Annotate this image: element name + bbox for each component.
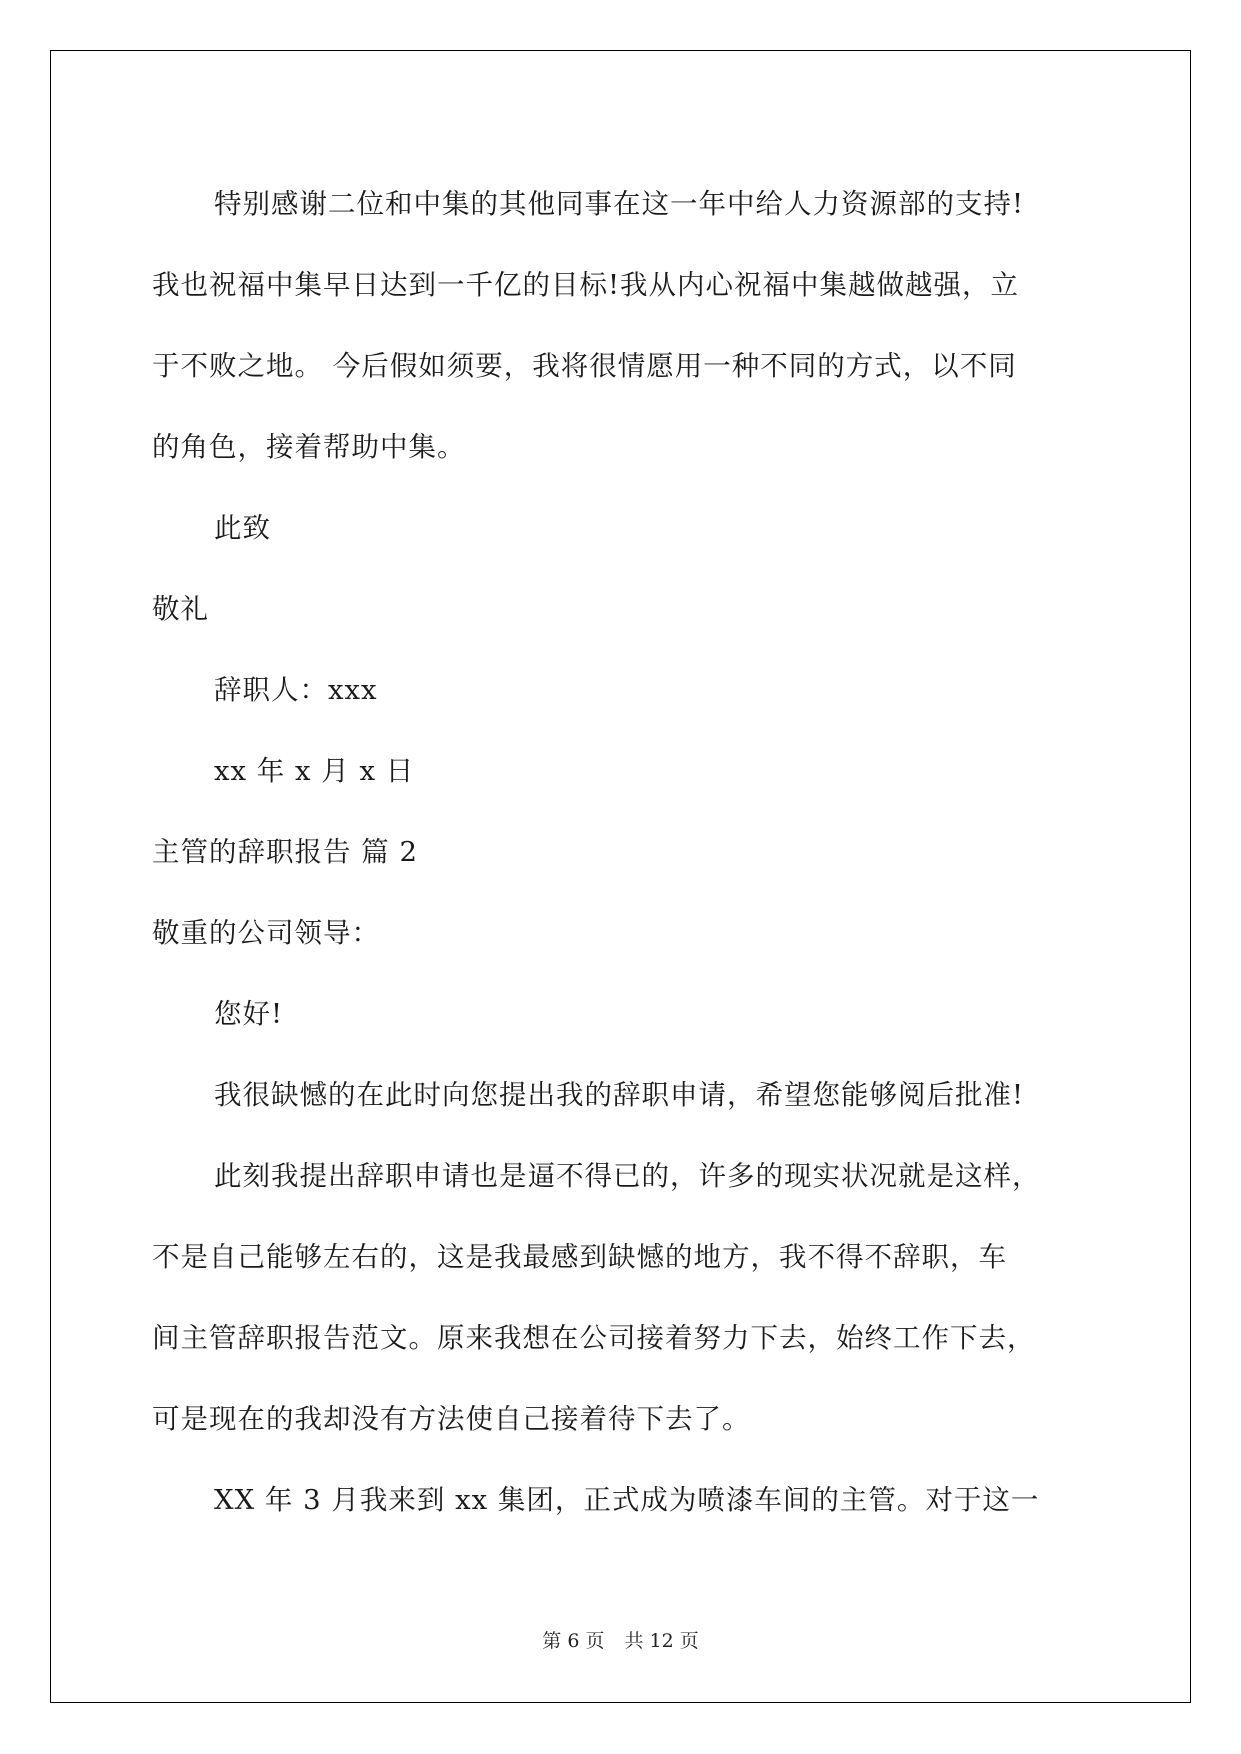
page-number: 第 6 页 bbox=[542, 1630, 605, 1652]
greeting-line: 敬重的公司领导： bbox=[152, 917, 380, 949]
greeting-hello: 您好! bbox=[214, 998, 284, 1030]
signature-line: 辞职人：xxx bbox=[214, 674, 378, 706]
closing-regards: 敬礼 bbox=[152, 593, 209, 625]
paragraph-line: 可是现在的我却没有方法使自己接着待下去了。 bbox=[152, 1403, 751, 1435]
page-footer bbox=[0, 1626, 1241, 1653]
paragraph-line: 于不败之地。 今后假如须要，我将很情愿用一种不同的方式，以不同 bbox=[152, 350, 1017, 382]
closing-salutation: 此致 bbox=[214, 512, 271, 544]
paragraph-line: 间主管辞职报告范文。原来我想在公司接着努力下去，始终工作下去， bbox=[152, 1322, 1036, 1354]
paragraph-line: 的角色，接着帮助中集。 bbox=[152, 431, 466, 463]
date-line: xx 年 x 月 x 日 bbox=[214, 755, 415, 787]
paragraph-line: XX 年 3 月我来到 xx 集团，正式成为喷漆车间的主管。对于这一 bbox=[214, 1484, 1040, 1516]
paragraph-line: 我也祝福中集早日达到一千亿的目标!我从内心祝福中集越做越强，立 bbox=[152, 269, 1020, 301]
paragraph-line: 我很缺憾的在此时向您提出我的辞职申请，希望您能够阅后批准! bbox=[214, 1079, 1025, 1111]
paragraph-line: 不是自己能够左右的，这是我最感到缺憾的地方，我不得不辞职，车 bbox=[152, 1241, 1007, 1273]
section-title: 主管的辞职报告 篇 2 bbox=[152, 836, 418, 868]
paragraph-line: 特别感谢二位和中集的其他同事在这一年中给人力资源部的支持! bbox=[214, 188, 1025, 220]
page-total: 共 12 页 bbox=[624, 1630, 699, 1652]
paragraph-line: 此刻我提出辞职申请也是逼不得已的，许多的现实状况就是这样， bbox=[214, 1160, 1041, 1192]
document-body bbox=[152, 164, 1092, 1541]
